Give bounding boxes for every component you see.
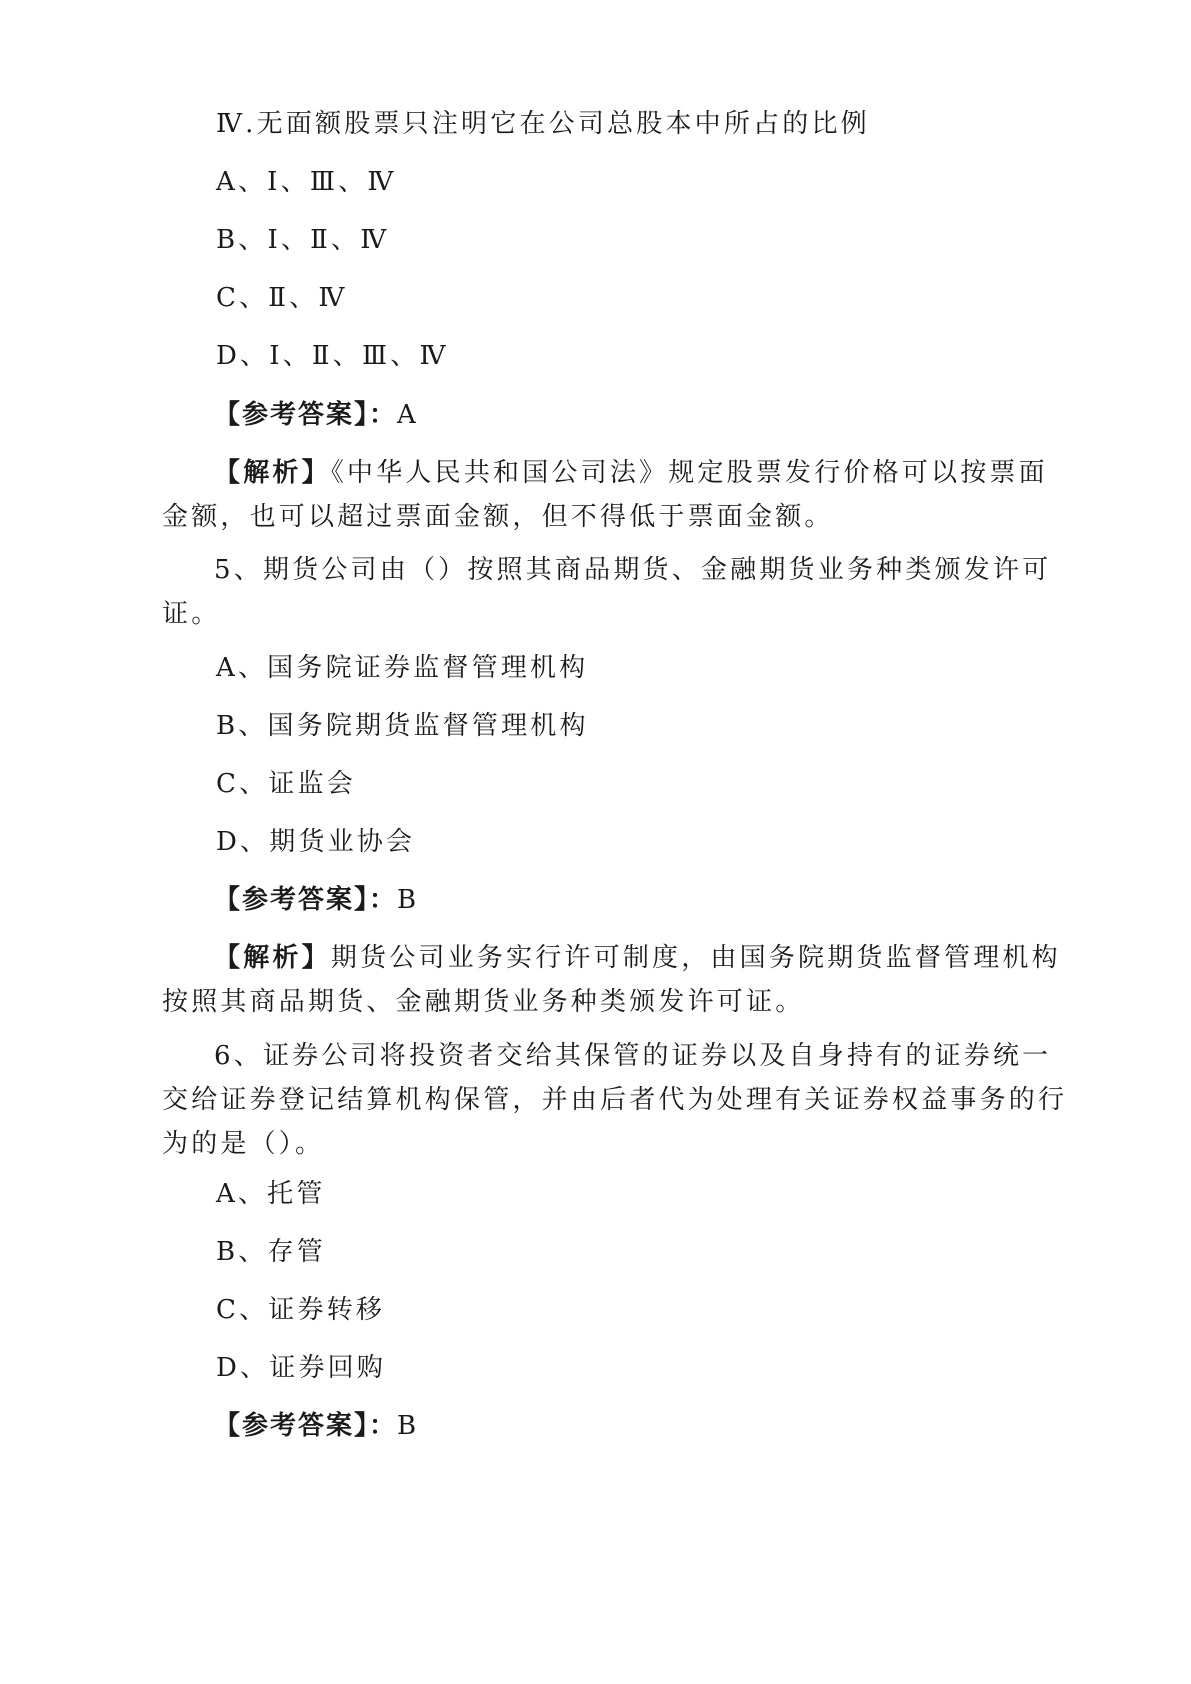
q4-option-b: B、Ⅰ、Ⅱ、Ⅳ bbox=[216, 225, 390, 255]
q6-stem-line3: 为的是（）。 bbox=[162, 1129, 325, 1159]
q5-option-a: A、国务院证券监督管理机构 bbox=[216, 653, 589, 683]
statement-iv: Ⅳ.无面额股票只注明它在公司总股本中所占的比例 bbox=[216, 109, 870, 139]
q6-stem-line1: 6、证券公司将投资者交给其保管的证券以及自身持有的证券统一 bbox=[214, 1041, 1052, 1071]
analysis-tag: 【解析】 bbox=[214, 943, 331, 973]
q5-analysis-line2: 按照其商品期货、金融期货业务种类颁发许可证。 bbox=[162, 987, 805, 1017]
q5-option-d: D、期货业协会 bbox=[216, 827, 416, 857]
q5-stem-line1: 5、期货公司由（）按照其商品期货、金融期货业务种类颁发许可 bbox=[214, 555, 1052, 585]
q6-answer bbox=[214, 1406, 418, 1446]
q5-analysis-line1 bbox=[214, 938, 1061, 978]
q5-stem-line2: 证。 bbox=[162, 599, 221, 629]
q5-answer bbox=[214, 880, 418, 920]
analysis-tag: 【解析】 bbox=[214, 458, 331, 488]
q4-option-d: D、Ⅰ、Ⅱ、Ⅲ、Ⅳ bbox=[216, 341, 449, 371]
q4-analysis-line2: 金额，也可以超过票面金额，但不得低于票面金额。 bbox=[162, 502, 834, 532]
q6-stem-line2: 交给证券登记结算机构保管，并由后者代为处理有关证券权益事务的行 bbox=[162, 1085, 1068, 1115]
analysis-text: 期货公司业务实行许可制度，由国务院期货监督管理机构 bbox=[330, 943, 1061, 973]
analysis-text: 《中华人民共和国公司法》规定股票发行价格可以按票面 bbox=[330, 458, 1048, 488]
q4-answer bbox=[214, 395, 418, 435]
q4-option-c: C、Ⅱ、Ⅳ bbox=[216, 283, 348, 313]
answer-label: 【参考答案】： bbox=[214, 400, 398, 430]
answer-value: B bbox=[397, 885, 419, 915]
q5-option-c: C、证监会 bbox=[216, 769, 356, 799]
q4-option-a: A、Ⅰ、Ⅲ、Ⅳ bbox=[216, 167, 397, 197]
answer-value: B bbox=[397, 1411, 419, 1441]
q6-option-b: B、存管 bbox=[216, 1237, 326, 1267]
q6-option-c: C、证券转移 bbox=[216, 1295, 386, 1325]
answer-label: 【参考答案】： bbox=[214, 1411, 398, 1441]
q5-option-b: B、国务院期货监督管理机构 bbox=[216, 711, 589, 741]
q4-analysis-line1 bbox=[214, 453, 1048, 493]
q6-option-d: D、证券回购 bbox=[216, 1353, 387, 1383]
q6-option-a: A、托管 bbox=[216, 1179, 326, 1209]
answer-label: 【参考答案】： bbox=[214, 885, 398, 915]
answer-value: A bbox=[397, 400, 418, 430]
